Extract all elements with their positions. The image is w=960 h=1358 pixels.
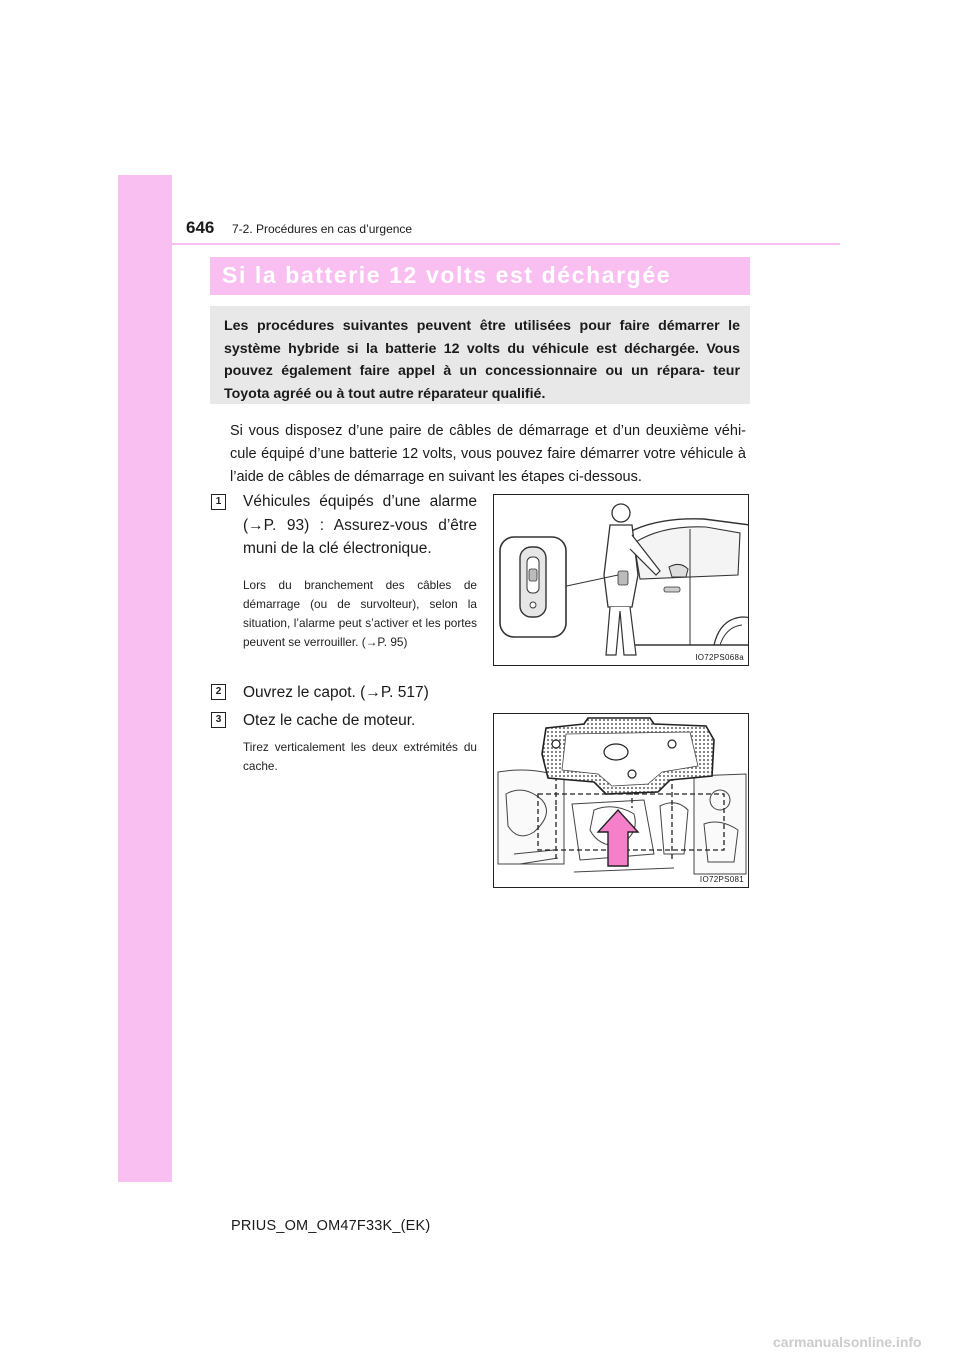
chapter-breadcrumb: 7-2. Procédures en cas d’urgence (232, 222, 413, 236)
step-1-number: 1 (211, 494, 226, 510)
figure-1-code: IO72PS068a (695, 653, 744, 662)
figure-smart-key-door (493, 494, 749, 666)
figure-smart-key-illustration (494, 495, 749, 666)
smart-key-icon (520, 547, 546, 617)
intro-box (210, 306, 750, 404)
figure-engine-cover-illustration (494, 714, 749, 888)
step-3-text: Otez le cache de moteur. (243, 712, 416, 729)
intro-text: Les procédures suivantes peuvent être utilisées pour faire démarrer le système hybride si la batterie 12 volts du véhicule est déchargée. Vous pouvez également faire appel à un concessionnaire ou un répara- teur Toyota agréé ou à tout autre réparateur qualifié. (224, 318, 740, 402)
page-number: 646 (186, 218, 215, 237)
body-paragraph: Si vous disposez d’une paire de câbles de démarrage et d’un deuxième véhi- cule équipé d’une batterie 12 volts, vous pouvez faire démarrer votre véhicule à l’aide de câbles de démarrage en suivant les étapes ci-dessous. (230, 423, 746, 485)
figure-engine-cover (493, 713, 749, 888)
step-2-text: Ouvrez le capot. (→P. 517) (243, 684, 429, 701)
side-tab-band (118, 175, 172, 1182)
step-1-text: Véhicules équipés d’une alarme (→P. 93) : Assurez-vous d’être muni de la clé électronique. (243, 493, 477, 557)
section-title: Si la batterie 12 volts est déchargée (210, 257, 750, 295)
figure-3-code: IO72PS081 (699, 875, 744, 884)
step-3-note: Tirez verticalement les deux extrémités du cache. (243, 740, 477, 773)
step-3-number: 3 (211, 712, 226, 728)
watermark-text: carmanualsonline.info (773, 1334, 922, 1350)
header-divider (172, 243, 840, 245)
step-2-number: 2 (211, 684, 226, 700)
document-code: PRIUS_OM_OM47F33K_(EK) (231, 1218, 431, 1234)
step-1-note: Lors du branchement des câbles de démarrage (ou de survolteur), selon la situation, l’alarme peut s’activer et les portes peuvent se verrouiller. (→P. 95) (243, 578, 477, 649)
